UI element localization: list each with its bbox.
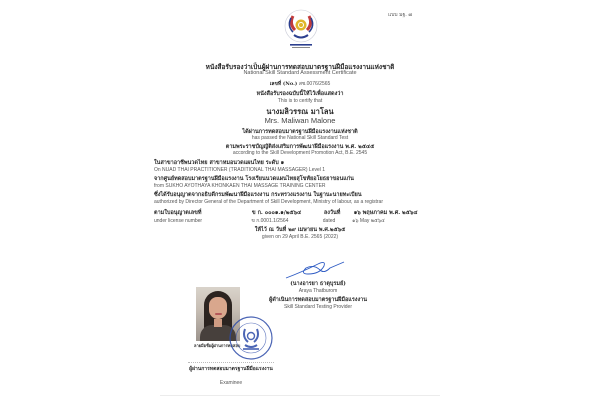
license-number-english: ข ก.0001.1/2564 — [251, 218, 289, 224]
license-dated-label-english: dated — [322, 218, 336, 224]
examiner-signature-line — [188, 362, 274, 363]
recipient-name-english: Mrs. Maliwan Malone — [264, 116, 336, 125]
provider-role-thai: ผู้ดำเนินการทดสอบมาตรฐานฝีมือแรงงาน — [269, 297, 367, 303]
examinee-role-thai: ผู้ผ่านการทดสอบมาตรฐานฝีมือแรงงาน — [189, 366, 273, 372]
certificate-number — [0, 80, 600, 88]
provider-name-english: Araya Thatburom — [298, 288, 338, 294]
certify-thai: หนังสือรับรองฉบับนี้ให้ไว้เพื่อแสดงว่า — [256, 91, 344, 97]
title-english: National Skill Standard Assessment Certificate — [243, 70, 357, 76]
center-english: from SUKHO AYOTHAYA KHONKAEN THAI MASSAGE TRAINING CENTER — [154, 183, 326, 189]
official-seal-icon — [228, 315, 274, 361]
given-date-thai: ให้ไว้ ณ วันที่ ๒๙ เมษายน พ.ศ.๒๕๖๕ — [254, 227, 346, 233]
branch-thai: ในสาขาอาชีพนวดไทย สาขาหมอนวดแผนไทย ระดับ ๑ — [154, 160, 285, 166]
center-thai: จากศูนย์ทดสอบมาตรฐานฝีมือแรงงาน โรงเรียนนวดแผนไทยสุโขทัยอโยธยาขอนแก่น — [154, 176, 354, 182]
license-date-thai: ๑๖ พฤษภาคม พ.ศ. ๒๕๖๔ — [353, 210, 418, 216]
examinee-role-english: Examinee — [219, 380, 243, 386]
department-emblem-icon — [279, 8, 323, 58]
license-label-english: under license number — [154, 218, 203, 224]
act-thai: ตามพระราชบัญญัติส่งเสริมการพัฒนาฝีมือแรงงาน พ.ศ. ๒๕๔๕ — [225, 144, 375, 150]
license-row-english — [154, 217, 385, 225]
license-number-thai: ข ก. ๐๐๐๑.๑/๒๕๖๔ — [251, 210, 302, 216]
provider-name-thai: (นางอารยา ธาตุบุรมย์) — [290, 281, 346, 287]
recipient-name-thai: นางมลิวรรณ มาโลน — [266, 107, 334, 116]
license-dated-label-thai: ลงวันที่ — [323, 210, 341, 216]
authorized-english: authorized by Director General of the Department of Skill Development, Ministry of labour, as a registrar — [154, 199, 383, 205]
authorized-thai: ซึ่งได้รับอนุญาตจากอธิบดีกรมพัฒนาฝีมือแรงงาน กระทรวงแรงงาน ในฐานะนายทะเบียน — [154, 192, 362, 198]
act-english: according to the Skill Development Promotion Act, B.E. 2545 — [232, 150, 368, 156]
provider-role-english: Skill Standard Testing Provider — [284, 304, 352, 310]
provider-signature — [284, 258, 346, 280]
passed-english: has passed the National Skill Standard Test — [251, 135, 349, 141]
license-label-thai: ตามใบอนุญาตเลขที่ — [154, 210, 202, 216]
title-thai: หนังสือรับรองว่าเป็นผู้ผ่านการทดสอบมาตรฐานฝีมือแรงงานแห่งชาติ — [205, 63, 395, 71]
page-bottom-edge — [160, 395, 440, 396]
license-row-thai — [154, 209, 417, 217]
certificate-number-value: สช.0076/2565 — [298, 81, 331, 87]
photo-caption: ลายมือชื่อผู้ผ่านการทดสอบ — [194, 343, 241, 348]
certify-english: This is to certify that — [277, 98, 323, 104]
passed-thai: ได้ผ่านการทดสอบมาตรฐานฝีมือแรงงานแห่งชาติ — [242, 129, 358, 135]
certificate-number-label: เลขที่ (No.) — [269, 81, 298, 87]
form-code: แบบ มฐ. ๗ — [388, 12, 413, 18]
given-date-english: given on 29 April B.E. 2565 (2022) — [261, 234, 339, 240]
license-date-english: ๑๖ May ๒๕๖๔ — [352, 218, 385, 224]
branch-english: On NUAD THAI PRACTITIONER (TRADITIONAL THAI MASSAGER) Level 1 — [154, 167, 326, 173]
